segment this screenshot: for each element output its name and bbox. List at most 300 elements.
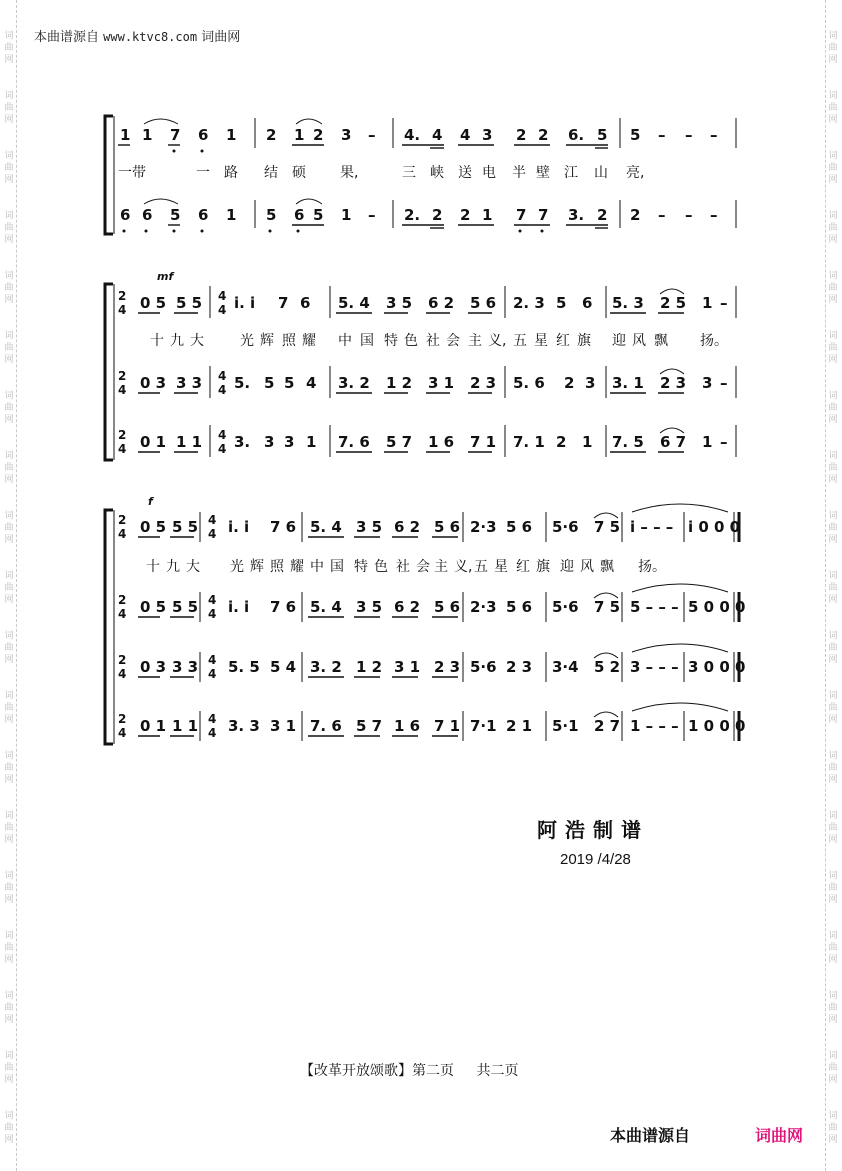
svg-text:1 6: 1 6 bbox=[394, 717, 421, 735]
svg-text:7. 1: 7. 1 bbox=[513, 433, 545, 451]
svg-text:会: 会 bbox=[416, 559, 430, 575]
svg-text:2 3: 2 3 bbox=[470, 374, 497, 392]
svg-text:送: 送 bbox=[458, 165, 472, 181]
svg-text:2: 2 bbox=[118, 653, 127, 667]
octave-dots bbox=[123, 150, 544, 233]
svg-text:2: 2 bbox=[630, 206, 641, 224]
svg-text:5: 5 bbox=[266, 206, 277, 224]
svg-text:0 5: 0 5 bbox=[140, 598, 167, 616]
svg-text:5 6: 5 6 bbox=[506, 518, 533, 536]
watermark-text: 词 曲 网 bbox=[828, 91, 838, 125]
svg-text:0 5: 0 5 bbox=[140, 294, 167, 312]
lyrics-line-2 bbox=[150, 332, 728, 349]
svg-text:–: – bbox=[685, 126, 693, 144]
svg-text:2: 2 bbox=[538, 126, 549, 144]
watermark-text: 词 曲 网 bbox=[828, 631, 838, 665]
svg-text:1 0 0 0: 1 0 0 0 bbox=[688, 717, 746, 735]
page-footer bbox=[300, 1060, 536, 1080]
svg-text:4: 4 bbox=[208, 653, 217, 667]
svg-text:大: 大 bbox=[186, 559, 200, 575]
svg-text:扬。: 扬。 bbox=[700, 333, 728, 349]
svg-text:1: 1 bbox=[226, 206, 237, 224]
watermark-text: 词 曲 网 bbox=[4, 331, 14, 365]
system-bracket bbox=[105, 116, 113, 234]
svg-text:3 – – –: 3 – – – bbox=[630, 658, 679, 676]
svg-text:大: 大 bbox=[190, 333, 204, 349]
watermark-text: 词 曲 网 bbox=[4, 31, 14, 65]
svg-text:旗: 旗 bbox=[536, 559, 550, 575]
svg-text:–: – bbox=[720, 294, 728, 312]
svg-text:5: 5 bbox=[630, 126, 641, 144]
svg-text:色: 色 bbox=[374, 559, 388, 575]
svg-text:4: 4 bbox=[432, 126, 443, 144]
svg-text:2 3: 2 3 bbox=[434, 658, 461, 676]
svg-text:五: 五 bbox=[513, 333, 527, 349]
svg-text:3 3: 3 3 bbox=[176, 374, 203, 392]
svg-text:4: 4 bbox=[218, 383, 227, 397]
svg-text:3·4: 3·4 bbox=[552, 658, 579, 676]
svg-text:–: – bbox=[710, 206, 718, 224]
svg-text:5. 4: 5. 4 bbox=[310, 598, 342, 616]
svg-text:5. 3: 5. 3 bbox=[612, 294, 644, 312]
svg-text:中: 中 bbox=[310, 559, 324, 575]
svg-text:星: 星 bbox=[534, 333, 548, 349]
svg-text:2: 2 bbox=[118, 289, 127, 303]
svg-text:–: – bbox=[368, 206, 376, 224]
svg-text:–: – bbox=[658, 206, 666, 224]
svg-text:色: 色 bbox=[404, 333, 418, 349]
svg-text:3. 1: 3. 1 bbox=[612, 374, 644, 392]
svg-text:5: 5 bbox=[170, 206, 181, 224]
svg-text:6: 6 bbox=[294, 206, 305, 224]
svg-text:路: 路 bbox=[224, 165, 238, 181]
svg-text:7: 7 bbox=[538, 206, 549, 224]
watermark-text: 词 曲 网 bbox=[4, 271, 14, 305]
svg-text:i 0 0 0: i 0 0 0 bbox=[688, 518, 741, 536]
svg-text:1 1: 1 1 bbox=[176, 433, 203, 451]
watermark-text: 词 曲 网 bbox=[4, 391, 14, 425]
svg-text:4: 4 bbox=[208, 527, 217, 541]
svg-text:0 3: 0 3 bbox=[140, 374, 167, 392]
svg-text:照: 照 bbox=[270, 559, 284, 575]
svg-text:红: 红 bbox=[516, 559, 530, 575]
svg-text:7: 7 bbox=[516, 206, 527, 224]
svg-text:–: – bbox=[658, 126, 666, 144]
svg-text:4: 4 bbox=[208, 513, 217, 527]
svg-text:3: 3 bbox=[264, 433, 275, 451]
svg-text:5 7: 5 7 bbox=[356, 717, 383, 735]
svg-text:5: 5 bbox=[556, 294, 567, 312]
footer-total: 共二页 bbox=[476, 1063, 519, 1079]
svg-text:6 2: 6 2 bbox=[394, 518, 421, 536]
watermark-text: 词 曲 网 bbox=[828, 391, 838, 425]
watermark-text: 词 曲 网 bbox=[828, 691, 838, 725]
svg-text:7. 5: 7. 5 bbox=[612, 433, 644, 451]
svg-text:4: 4 bbox=[208, 667, 217, 681]
system-3 bbox=[105, 495, 745, 744]
watermark-text: 词 曲 网 bbox=[4, 511, 14, 545]
svg-text:7 1: 7 1 bbox=[434, 717, 461, 735]
watermark-text: 词 曲 网 bbox=[828, 511, 838, 545]
svg-text:会: 会 bbox=[446, 333, 460, 349]
svg-text:5 2: 5 2 bbox=[594, 658, 621, 676]
svg-text:4: 4 bbox=[218, 428, 227, 442]
svg-text:4: 4 bbox=[118, 527, 127, 541]
svg-text:6: 6 bbox=[198, 126, 209, 144]
svg-text:1: 1 bbox=[582, 433, 593, 451]
svg-text:3 5: 3 5 bbox=[386, 294, 413, 312]
svg-text:十: 十 bbox=[150, 333, 164, 349]
arrangement-date: 2019 /4/28 bbox=[560, 851, 631, 868]
svg-text:3. 3: 3. 3 bbox=[228, 717, 260, 735]
brand-site-link[interactable]: 词曲网 bbox=[755, 1126, 804, 1145]
svg-text:十: 十 bbox=[146, 559, 160, 575]
watermark-text: 词 曲 网 bbox=[828, 811, 838, 845]
svg-text:7 1: 7 1 bbox=[470, 433, 497, 451]
svg-text:4: 4 bbox=[118, 442, 127, 456]
svg-text:i. i: i. i bbox=[228, 518, 250, 536]
svg-text:6: 6 bbox=[300, 294, 311, 312]
svg-text:3 1: 3 1 bbox=[394, 658, 421, 676]
svg-text:–: – bbox=[720, 433, 728, 451]
svg-text:i. i: i. i bbox=[234, 294, 256, 312]
svg-text:3 1: 3 1 bbox=[270, 717, 297, 735]
svg-text:特: 特 bbox=[354, 559, 368, 575]
svg-text:义,: 义, bbox=[488, 333, 507, 349]
svg-text:1: 1 bbox=[142, 126, 153, 144]
svg-text:果,: 果, bbox=[340, 165, 359, 181]
arranger-credit: 阿浩制谱 bbox=[537, 818, 649, 842]
svg-text:飘: 飘 bbox=[654, 333, 668, 349]
svg-text:飘: 飘 bbox=[600, 559, 614, 575]
svg-text:5.: 5. bbox=[234, 374, 251, 392]
svg-text:4.: 4. bbox=[404, 126, 421, 144]
brand-source: 本曲谱源自 bbox=[610, 1126, 691, 1145]
watermark-text: 词 曲 网 bbox=[4, 751, 14, 785]
svg-text:电: 电 bbox=[482, 165, 496, 181]
svg-text:2 7: 2 7 bbox=[594, 717, 621, 735]
svg-text:2: 2 bbox=[556, 433, 567, 451]
svg-text:1: 1 bbox=[482, 206, 493, 224]
svg-text:1 2: 1 2 bbox=[356, 658, 383, 676]
svg-text:2: 2 bbox=[564, 374, 575, 392]
watermark-text: 词 曲 网 bbox=[828, 331, 838, 365]
svg-text:6 2: 6 2 bbox=[428, 294, 455, 312]
svg-text:风: 风 bbox=[580, 559, 594, 575]
svg-text:5: 5 bbox=[597, 126, 608, 144]
svg-text:7. 6: 7. 6 bbox=[310, 717, 342, 735]
watermark-text: 词 曲 网 bbox=[828, 31, 838, 65]
voice-2-notes bbox=[140, 598, 745, 616]
watermark-text: 词 曲 网 bbox=[4, 91, 14, 125]
svg-text:一带: 一带 bbox=[118, 165, 146, 181]
svg-text:4: 4 bbox=[118, 607, 127, 621]
svg-text:一: 一 bbox=[196, 165, 210, 181]
svg-text:4: 4 bbox=[218, 303, 227, 317]
svg-text:山: 山 bbox=[594, 165, 608, 181]
svg-text:0 1: 0 1 bbox=[140, 433, 167, 451]
svg-text:5 6: 5 6 bbox=[470, 294, 497, 312]
svg-text:扬。: 扬。 bbox=[638, 559, 666, 575]
watermark-text: 词 曲 网 bbox=[828, 1111, 838, 1145]
watermark-text: 词 曲 网 bbox=[828, 211, 838, 245]
watermark-text: 词 曲 网 bbox=[4, 451, 14, 485]
svg-text:结: 结 bbox=[264, 165, 278, 181]
watermark-text: 词 曲 网 bbox=[4, 151, 14, 185]
svg-text:i – – –: i – – – bbox=[630, 518, 674, 536]
watermark-text: 词 曲 网 bbox=[4, 991, 14, 1025]
svg-text:3: 3 bbox=[702, 374, 713, 392]
svg-text:国: 国 bbox=[360, 333, 374, 349]
svg-text:6.: 6. bbox=[568, 126, 585, 144]
svg-text:1: 1 bbox=[120, 126, 131, 144]
watermark-text: 词 曲 网 bbox=[4, 1111, 14, 1145]
svg-text:5·6: 5·6 bbox=[552, 598, 579, 616]
svg-text:6 2: 6 2 bbox=[394, 598, 421, 616]
svg-text:迎: 迎 bbox=[560, 559, 574, 575]
dynamic-f: f bbox=[148, 495, 153, 508]
svg-text:3 5: 3 5 bbox=[356, 598, 383, 616]
svg-text:1 2: 1 2 bbox=[386, 374, 413, 392]
svg-text:社: 社 bbox=[396, 559, 410, 575]
svg-text:光: 光 bbox=[230, 559, 244, 575]
svg-text:3: 3 bbox=[284, 433, 295, 451]
svg-text:2: 2 bbox=[313, 126, 324, 144]
svg-text:5 6: 5 6 bbox=[434, 598, 461, 616]
svg-text:6: 6 bbox=[142, 206, 153, 224]
svg-text:义,: 义, bbox=[454, 559, 473, 575]
watermark-text: 词 曲 网 bbox=[4, 631, 14, 665]
svg-text:0 1: 0 1 bbox=[140, 717, 167, 735]
svg-text:4: 4 bbox=[218, 289, 227, 303]
svg-text:2: 2 bbox=[118, 593, 127, 607]
svg-text:5 0 0 0: 5 0 0 0 bbox=[688, 598, 746, 616]
svg-text:4: 4 bbox=[218, 369, 227, 383]
svg-text:0 5: 0 5 bbox=[140, 518, 167, 536]
svg-text:4: 4 bbox=[118, 383, 127, 397]
svg-text:5 5: 5 5 bbox=[172, 598, 199, 616]
svg-text:5 6: 5 6 bbox=[506, 598, 533, 616]
svg-text:1: 1 bbox=[702, 433, 713, 451]
svg-text:壁: 壁 bbox=[536, 165, 550, 181]
svg-text:6: 6 bbox=[582, 294, 593, 312]
svg-text:4: 4 bbox=[208, 607, 217, 621]
watermark-text: 词 曲 网 bbox=[828, 271, 838, 305]
svg-text:5 5: 5 5 bbox=[176, 294, 203, 312]
svg-text:7·1: 7·1 bbox=[470, 717, 497, 735]
svg-text:3. 2: 3. 2 bbox=[310, 658, 342, 676]
svg-text:2: 2 bbox=[266, 126, 277, 144]
svg-text:九: 九 bbox=[170, 333, 184, 349]
svg-text:2: 2 bbox=[118, 513, 127, 527]
soprano-notes bbox=[140, 294, 728, 312]
system-1 bbox=[105, 116, 736, 234]
svg-text:3 1: 3 1 bbox=[428, 374, 455, 392]
svg-text:5 6: 5 6 bbox=[434, 518, 461, 536]
svg-text:迎: 迎 bbox=[612, 333, 626, 349]
svg-text:1: 1 bbox=[294, 126, 305, 144]
svg-text:红: 红 bbox=[556, 333, 570, 349]
footer-title: 【改革开放颂歌】第二页 bbox=[300, 1063, 454, 1079]
watermark-text: 词 曲 网 bbox=[4, 691, 14, 725]
svg-text:7 6: 7 6 bbox=[270, 598, 297, 616]
svg-text:2: 2 bbox=[432, 206, 443, 224]
svg-text:三: 三 bbox=[402, 165, 416, 181]
svg-text:2 3: 2 3 bbox=[660, 374, 687, 392]
svg-text:5. 4: 5. 4 bbox=[338, 294, 370, 312]
svg-text:1: 1 bbox=[226, 126, 237, 144]
svg-text:半: 半 bbox=[512, 165, 526, 181]
svg-text:5: 5 bbox=[264, 374, 275, 392]
svg-text:5. 5: 5. 5 bbox=[228, 658, 260, 676]
svg-text:3: 3 bbox=[341, 126, 352, 144]
svg-text:–: – bbox=[710, 126, 718, 144]
svg-text:2: 2 bbox=[516, 126, 527, 144]
svg-text:5: 5 bbox=[313, 206, 324, 224]
svg-text:亮,: 亮, bbox=[626, 165, 645, 181]
svg-text:主: 主 bbox=[468, 333, 482, 349]
svg-text:五: 五 bbox=[474, 559, 488, 575]
svg-text:3: 3 bbox=[585, 374, 596, 392]
svg-text:国: 国 bbox=[330, 559, 344, 575]
watermark-text: 词 曲 网 bbox=[828, 151, 838, 185]
svg-text:主: 主 bbox=[434, 559, 448, 575]
watermark-text: 词 曲 网 bbox=[828, 1051, 838, 1085]
svg-text:4: 4 bbox=[118, 303, 127, 317]
svg-text:5 7: 5 7 bbox=[386, 433, 413, 451]
svg-text:5 5: 5 5 bbox=[172, 518, 199, 536]
svg-text:2·3: 2·3 bbox=[470, 518, 497, 536]
svg-text:1 6: 1 6 bbox=[428, 433, 455, 451]
svg-text:7: 7 bbox=[170, 126, 181, 144]
svg-text:2 3: 2 3 bbox=[506, 658, 533, 676]
svg-text:光: 光 bbox=[240, 333, 254, 349]
system-2 bbox=[105, 270, 736, 460]
svg-text:6 7: 6 7 bbox=[660, 433, 687, 451]
svg-text:1: 1 bbox=[306, 433, 317, 451]
svg-text:星: 星 bbox=[494, 559, 508, 575]
svg-text:旗: 旗 bbox=[577, 333, 591, 349]
svg-text:辉: 辉 bbox=[260, 333, 274, 349]
svg-text:2: 2 bbox=[118, 428, 127, 442]
melody-notes bbox=[120, 126, 718, 144]
svg-text:九: 九 bbox=[166, 559, 180, 575]
watermark-text: 词 曲 网 bbox=[4, 571, 14, 605]
watermark-text: 词 曲 网 bbox=[828, 451, 838, 485]
svg-text:1 1: 1 1 bbox=[172, 717, 199, 735]
svg-text:3.: 3. bbox=[568, 206, 585, 224]
svg-text:4: 4 bbox=[460, 126, 471, 144]
svg-text:7: 7 bbox=[278, 294, 289, 312]
svg-text:3.: 3. bbox=[234, 433, 251, 451]
watermark-text: 词 曲 网 bbox=[828, 991, 838, 1025]
watermark-text: 词 曲 网 bbox=[4, 211, 14, 245]
alto-notes bbox=[140, 374, 728, 392]
svg-text:i. i: i. i bbox=[228, 598, 250, 616]
svg-text:江: 江 bbox=[564, 165, 578, 181]
watermark-text: 词 曲 网 bbox=[828, 871, 838, 905]
dynamic-mf: mf bbox=[157, 270, 174, 283]
svg-text:5·6: 5·6 bbox=[470, 658, 497, 676]
svg-text:5. 6: 5. 6 bbox=[513, 374, 545, 392]
header-source: 本曲谱源自 bbox=[34, 30, 100, 45]
watermark-text: 词 曲 网 bbox=[828, 751, 838, 785]
svg-text:5·6: 5·6 bbox=[552, 518, 579, 536]
header-url: www.ktvc8.com bbox=[103, 30, 198, 44]
svg-text:1: 1 bbox=[702, 294, 713, 312]
svg-text:3 5: 3 5 bbox=[356, 518, 383, 536]
svg-text:–: – bbox=[720, 374, 728, 392]
svg-text:风: 风 bbox=[632, 333, 646, 349]
svg-text:–: – bbox=[368, 126, 376, 144]
svg-text:照: 照 bbox=[282, 333, 296, 349]
svg-text:0 3: 0 3 bbox=[140, 658, 167, 676]
voice-3-notes bbox=[140, 658, 745, 676]
watermark-text: 词 曲 网 bbox=[4, 871, 14, 905]
watermark-text: 词 曲 网 bbox=[4, 811, 14, 845]
svg-text:2: 2 bbox=[597, 206, 608, 224]
watermark-text: 词 曲 网 bbox=[828, 571, 838, 605]
lyrics-line-3 bbox=[146, 558, 666, 575]
svg-text:2·3: 2·3 bbox=[470, 598, 497, 616]
svg-text:3 3: 3 3 bbox=[172, 658, 199, 676]
svg-text:社: 社 bbox=[426, 333, 440, 349]
svg-text:4: 4 bbox=[118, 726, 127, 740]
svg-text:7 5: 7 5 bbox=[594, 598, 621, 616]
system-bracket bbox=[105, 510, 113, 744]
bass-notes bbox=[140, 433, 728, 451]
voice-4-notes bbox=[140, 717, 745, 735]
svg-text:5 – – –: 5 – – – bbox=[630, 598, 679, 616]
svg-text:2.: 2. bbox=[404, 206, 421, 224]
svg-text:4: 4 bbox=[218, 442, 227, 456]
svg-text:5. 4: 5. 4 bbox=[310, 518, 342, 536]
svg-text:4: 4 bbox=[306, 374, 317, 392]
svg-text:–: – bbox=[685, 206, 693, 224]
svg-text:6: 6 bbox=[198, 206, 209, 224]
svg-text:7. 6: 7. 6 bbox=[338, 433, 370, 451]
voice-1-notes bbox=[140, 518, 740, 536]
svg-text:耀: 耀 bbox=[302, 333, 316, 349]
svg-text:耀: 耀 bbox=[290, 559, 304, 575]
svg-text:3 0 0 0: 3 0 0 0 bbox=[688, 658, 746, 676]
svg-text:3: 3 bbox=[482, 126, 493, 144]
svg-text:5·1: 5·1 bbox=[552, 717, 579, 735]
svg-text:1: 1 bbox=[341, 206, 352, 224]
svg-text:特: 特 bbox=[384, 333, 398, 349]
svg-text:峡: 峡 bbox=[430, 165, 444, 181]
svg-text:2: 2 bbox=[118, 712, 127, 726]
svg-text:4: 4 bbox=[208, 726, 217, 740]
svg-text:中: 中 bbox=[338, 333, 352, 349]
lyrics-line-1 bbox=[118, 164, 644, 181]
svg-text:3. 2: 3. 2 bbox=[338, 374, 370, 392]
bass-notes bbox=[120, 206, 718, 224]
svg-text:5: 5 bbox=[284, 374, 295, 392]
svg-text:5 4: 5 4 bbox=[270, 658, 297, 676]
svg-text:7 5: 7 5 bbox=[594, 518, 621, 536]
svg-text:4: 4 bbox=[208, 712, 217, 726]
svg-text:4: 4 bbox=[208, 593, 217, 607]
svg-text:2. 3: 2. 3 bbox=[513, 294, 545, 312]
svg-text:4: 4 bbox=[118, 667, 127, 681]
svg-text:2 1: 2 1 bbox=[506, 717, 533, 735]
svg-text:辉: 辉 bbox=[250, 559, 264, 575]
watermark-text: 词 曲 网 bbox=[4, 931, 14, 965]
watermark-text: 词 曲 网 bbox=[4, 1051, 14, 1085]
svg-text:2 5: 2 5 bbox=[660, 294, 687, 312]
svg-text:2: 2 bbox=[460, 206, 471, 224]
